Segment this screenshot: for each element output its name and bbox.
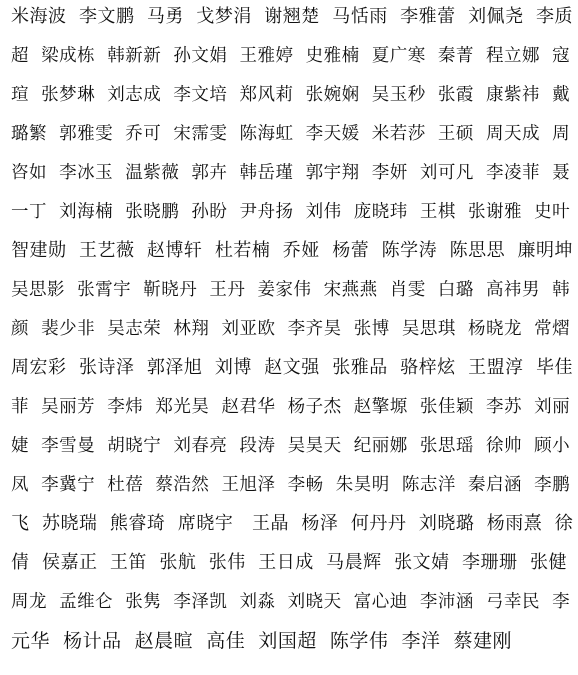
name-line-17: 元华 杨计品 赵晨暄 高佳 刘国超 陈学伟 李洋 蔡建刚 — [11, 630, 513, 652]
name-line-1: 米海波 李文鹏 马勇 戈梦涓 谢翘楚 马恬雨 李雅蕾 刘佩尧 李质 — [11, 6, 574, 27]
name-line-5: 咨如 李冰玉 温紫薇 郭卉 韩岳瑾 郭宇翔 李妍 刘可凡 李凌菲 聂 — [11, 163, 571, 183]
name-line-14: 飞 苏晓瑞 熊睿琦 席晓宇 王晶 杨泽 何丹丹 刘晓璐 杨雨熹 徐 — [11, 513, 574, 534]
name-line-16: 周龙 孟维仑 张隽 李泽凯 刘淼 刘晓天 富心迪 李沛涵 弓幸民 李 — [11, 592, 571, 612]
name-line-8: 吴思影 张霄宇 靳晓丹 王丹 姜家伟 宋燕燕 肖雯 白璐 高祎男 韩 — [11, 280, 571, 300]
name-line-4: 璐繁 郭雅雯 乔可 宋霈雯 陈海虹 李天媛 米若莎 王硕 周天成 周 — [11, 124, 571, 144]
name-line-12: 婕 李雪曼 胡晓宁 刘春亮 段涛 吴昊天 纪丽娜 张思瑶 徐帅 顾小 — [11, 436, 571, 456]
name-line-13: 凤 李冀宁 杜蓓 蔡浩然 王旭泽 李畅 朱昊明 陈志洋 秦启涵 李鹏 — [11, 475, 571, 495]
name-line-10: 周宏彩 张诗泽 郭泽旭 刘博 赵文强 张雅品 骆梓炫 王盟淳 毕佳 — [11, 357, 574, 378]
name-line-2: 超 梁成栋 韩新新 孙文娟 王雅婷 史雅楠 夏广寒 秦菁 程立娜 寇 — [11, 46, 571, 66]
name-line-3: 瑄 张梦琳 刘志成 李文培 郑风莉 张婉娴 吴玉秒 张霞 康紫祎 戴 — [11, 85, 571, 105]
name-line-7: 智建勋 王艺薇 赵博轩 杜若楠 乔娅 杨蕾 陈学涛 陈思思 廉明坤 — [11, 240, 574, 261]
name-line-6: 一丁 刘海楠 张晓鹏 孙盼 尹舟扬 刘伟 庞晓玮 王棋 张谢雅 史叶 — [11, 202, 571, 222]
name-line-15: 倩 侯嘉正 王笛 张航 张伟 王日成 马晨辉 张文婧 李珊珊 张健 — [11, 552, 567, 573]
name-line-11: 菲 吴丽芳 李炜 郑光昊 赵君华 杨子杰 赵擎塬 张佳颖 李苏 刘丽 — [11, 397, 571, 417]
name-line-9: 颜 裴少非 吴志荣 林翔 刘亚欧 李齐昊 张博 吴思琪 杨晓龙 常熠 — [11, 319, 571, 339]
